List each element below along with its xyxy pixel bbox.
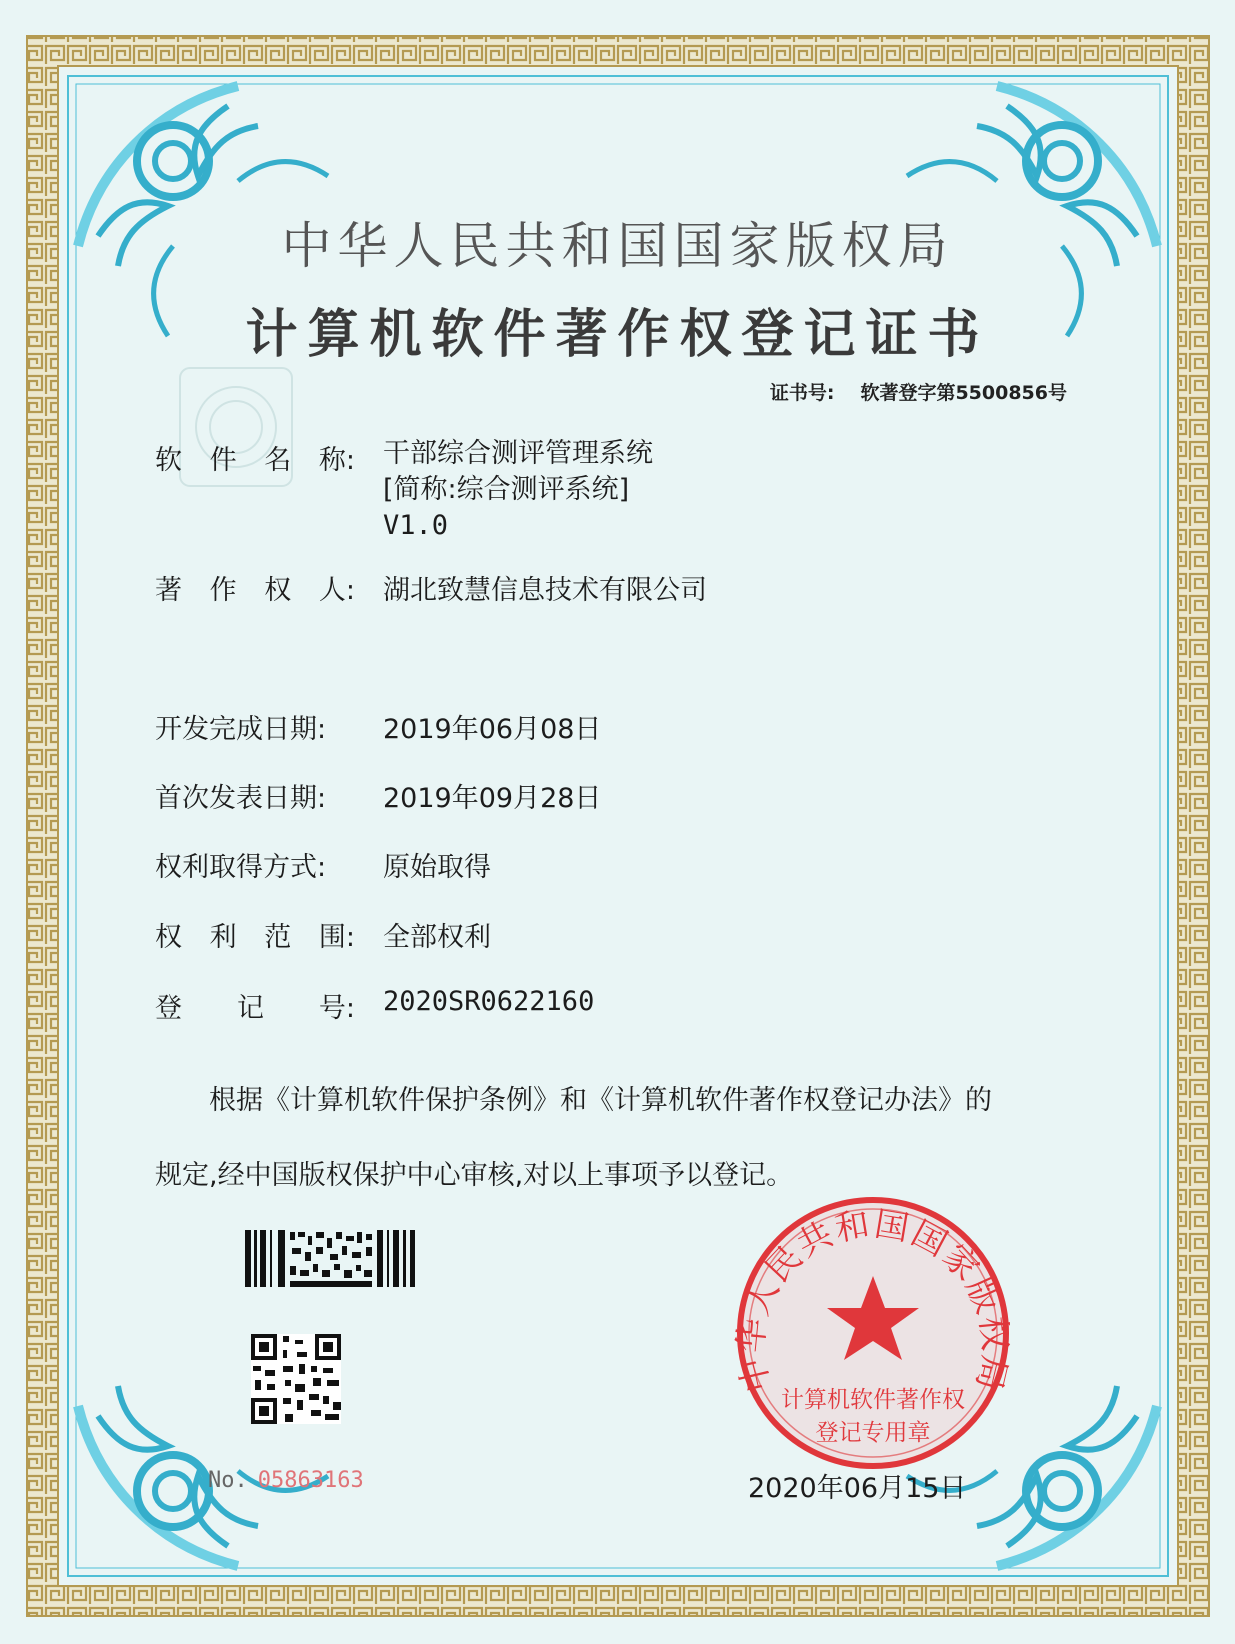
field-label: 权 利 范 围: <box>155 922 355 953</box>
completion-date-value: 2019年06月08日 <box>383 714 602 745</box>
certificate-number-value: 软著登字第5500856号 <box>860 382 1067 404</box>
field-label: 软 件 名 称: <box>155 445 355 476</box>
acquisition-method-value: 原始取得 <box>383 852 491 883</box>
registration-number-value: 2020SR0622160 <box>383 986 595 1017</box>
statement-line-2: 规定,经中国版权保护中心审核,对以上事项予以登记。 <box>155 1160 794 1191</box>
serial-number-label: No. <box>208 1468 248 1493</box>
certificate-title: 计算机软件著作权登记证书 <box>245 305 990 365</box>
field-label: 首次发表日期: <box>155 783 327 814</box>
copyright-owner-value: 湖北致慧信息技术有限公司 <box>383 575 707 606</box>
serial-number-value: 05863163 <box>257 1468 364 1493</box>
issuing-authority: 中华人民共和国国家版权局 <box>281 217 954 275</box>
rights-scope-value: 全部权利 <box>383 922 491 953</box>
software-name-line: 干部综合测评管理系统 <box>383 438 653 469</box>
seal-ring-text: 中华人民共和国国家版权局 <box>730 1204 1016 1396</box>
field-label: 权利取得方式: <box>155 852 327 883</box>
seal-inner-line-1: 计算机软件著作权 <box>781 1387 965 1413</box>
issue-date: 2020年06月15日 <box>748 1473 967 1504</box>
field-label: 登 记 号: <box>155 993 355 1024</box>
first-publication-date-value: 2019年09月28日 <box>383 783 602 814</box>
statement-line-1: 根据《计算机软件保护条例》和《计算机软件著作权登记办法》的 <box>209 1085 992 1116</box>
seal-inner-line-2: 登记专用章 <box>815 1420 931 1446</box>
field-label: 开发完成日期: <box>155 714 327 745</box>
field-label: 著 作 权 人: <box>155 575 355 606</box>
certificate-number-label: 证书号: <box>769 382 835 404</box>
software-short-name-line: [简称:综合测评系统] <box>383 474 630 505</box>
software-version-line: V1.0 <box>383 510 449 541</box>
